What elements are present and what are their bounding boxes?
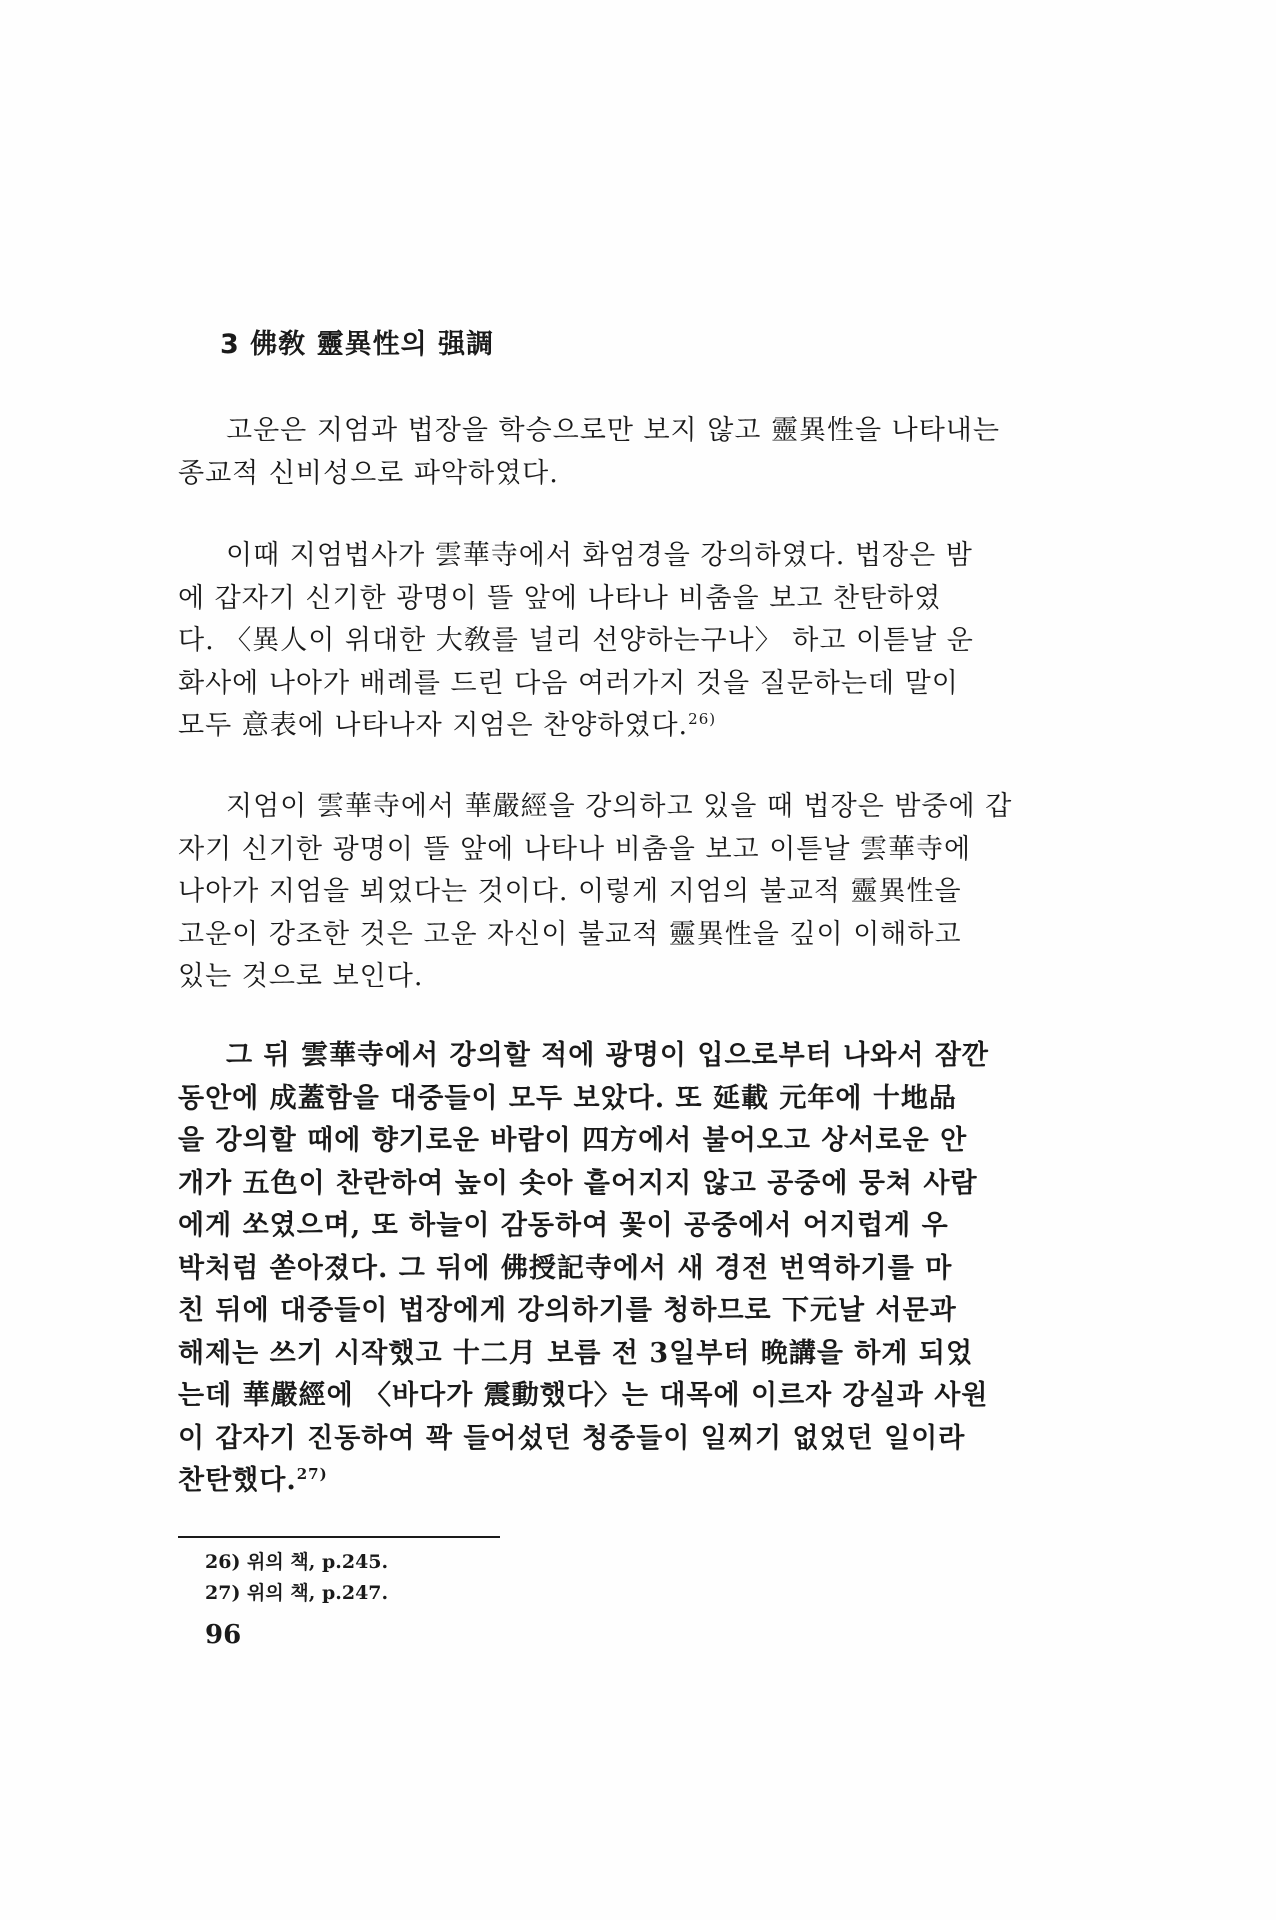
paragraph-line: 동안에 成蓋함을 대중들이 모두 보았다. 또 延載 元年에 十地品 bbox=[178, 1082, 957, 1114]
paragraph-2 bbox=[178, 535, 1090, 748]
paragraph-line: 박처럼 쏟아졌다. 그 뒤에 佛授記寺에서 새 경전 번역하기를 마 bbox=[178, 1252, 953, 1284]
footnotes bbox=[205, 1547, 388, 1609]
paragraph-line: 고운이 강조한 것은 고운 자신이 불교적 靈異性을 깊이 이해하고 bbox=[178, 918, 962, 950]
paragraph-line: 이 갑자기 진동하여 꽉 들어섰던 청중들이 일찌기 없었던 일이라 bbox=[178, 1422, 966, 1454]
paragraph-line: 을 강의할 때에 향기로운 바람이 四方에서 불어오고 상서로운 안 bbox=[178, 1125, 968, 1156]
paragraph-line: 이때 지엄법사가 雲華寺에서 화엄경을 강의하였다. 법장은 밤 bbox=[226, 540, 973, 571]
paragraph-line: 개가 五色이 찬란하여 높이 솟아 흩어지지 않고 공중에 뭉쳐 사람 bbox=[178, 1167, 978, 1199]
paragraph-line: 는데 華嚴經에 〈바다가 震動했다〉는 대목에 이르자 강실과 사원 bbox=[178, 1380, 989, 1411]
footnote-divider bbox=[178, 1536, 500, 1538]
paragraph-line: 그 뒤 雲華寺에서 강의할 적에 광명이 입으로부터 나와서 잠깐 bbox=[226, 1040, 990, 1071]
paragraph-1 bbox=[178, 410, 1090, 495]
paragraph-line: 지엄이 雲華寺에서 華嚴經을 강의하고 있을 때 법장은 밤중에 갑 bbox=[226, 791, 1013, 822]
page-number: 96 bbox=[205, 1620, 242, 1650]
paragraph-line: 화사에 나아가 배례를 드린 다음 여러가지 것을 질문하는데 말이 bbox=[178, 667, 959, 699]
paragraph-3 bbox=[178, 786, 1090, 999]
footnote-27: 27) 위의 책, p.247. bbox=[205, 1582, 389, 1604]
paragraph-line-text: 모두 意表에 나타나자 지엄은 찬양하였다. bbox=[178, 710, 689, 741]
paragraph-line: 에 갑자기 신기한 광명이 뜰 앞에 나타나 비춤을 보고 찬탄하였 bbox=[178, 582, 942, 614]
paragraph-line-with-footnote bbox=[178, 1460, 1090, 1503]
paragraph-line-text: 찬탄했다. bbox=[178, 1465, 297, 1496]
footnote-ref-26: 26) bbox=[688, 710, 717, 728]
paragraph-line: 나아가 지엄을 뵈었다는 것이다. 이렇게 지엄의 불교적 靈異性을 bbox=[178, 876, 962, 907]
paragraph-line: 고운은 지엄과 법장을 학승으로만 보지 않고 靈異性을 나타내는 bbox=[226, 415, 1000, 446]
footnote-ref-27: 27) bbox=[296, 1465, 328, 1483]
paragraph-line: 있는 것으로 보인다. bbox=[178, 961, 424, 992]
footnote-26: 26) 위의 책, p.245. bbox=[205, 1551, 389, 1573]
paragraph-line: 자기 신기한 광명이 뜰 앞에 나타나 비춤을 보고 이튿날 雲華寺에 bbox=[178, 833, 972, 865]
paragraph-line: 에게 쏘였으며, 또 하늘이 감동하여 꽃이 공중에서 어지럽게 우 bbox=[178, 1210, 949, 1241]
paragraph-line: 종교적 신비성으로 파악하였다. bbox=[178, 457, 559, 489]
section-heading: 3 佛敎 靈異性의 强調 bbox=[220, 329, 495, 360]
paragraph-line: 친 뒤에 대중들이 법장에게 강의하기를 청하므로 下元날 서문과 bbox=[178, 1295, 957, 1326]
paragraph-line: 해제는 쓰기 시작했고 十二月 보름 전 3일부터 晩講을 하게 되었 bbox=[178, 1337, 974, 1369]
paragraph-line-with-footnote bbox=[178, 705, 1090, 748]
paragraph-4 bbox=[178, 1035, 1090, 1503]
paragraph-line: 다. 〈異人이 위대한 大敎를 널리 선양하는구나〉 하고 이튿날 운 bbox=[178, 625, 974, 656]
